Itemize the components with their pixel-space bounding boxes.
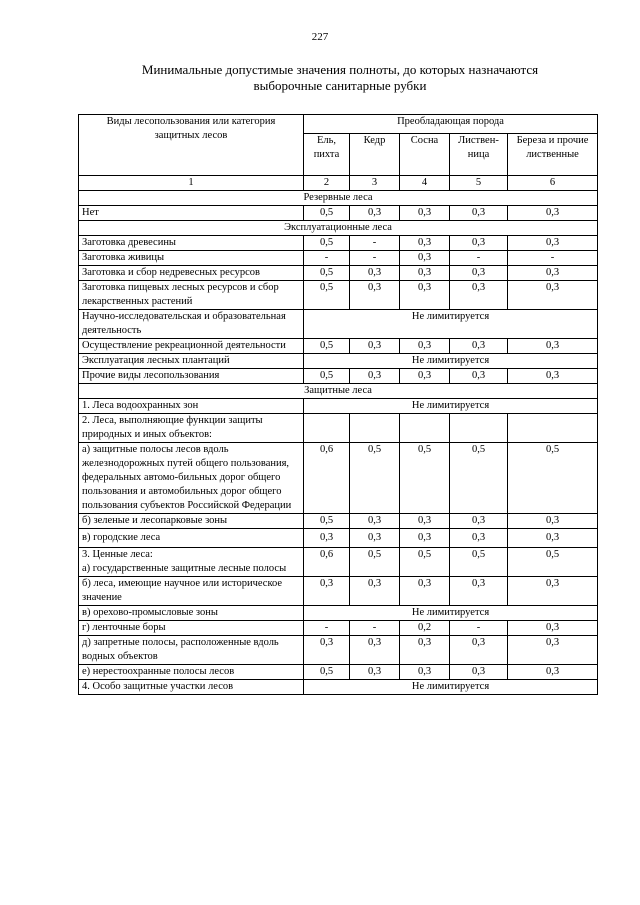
cell-value: - (450, 621, 508, 636)
row-label: Нет (79, 206, 304, 221)
table-row (79, 339, 598, 354)
row-label: Прочие виды лесопользования (79, 369, 304, 384)
row-label: Осуществление рекреационной деятельности (79, 339, 304, 354)
cell-value: 0,3 (400, 339, 450, 354)
cell-value: - (350, 621, 400, 636)
header-cedar: Кедр (350, 134, 400, 176)
section-row (79, 384, 598, 399)
document-title (60, 62, 620, 94)
row-label: 4. Особо защитные участки лесов (79, 680, 304, 695)
cell-value: 0,3 (450, 266, 508, 281)
cell-value: 0,3 (450, 665, 508, 680)
table-row (79, 514, 598, 529)
cell-value: 0,3 (304, 577, 350, 606)
row-label: д) запретные полосы, расположенные вдоль водных объектов (79, 636, 304, 665)
no-limit-cell: Не лимитируется (304, 310, 598, 339)
cell-value: 0,3 (508, 621, 598, 636)
cell-value: 0,3 (304, 636, 350, 665)
cell-value: - (350, 236, 400, 251)
header-spruce: Ель, пихта (304, 134, 350, 176)
row-label: б) леса, имеющие научное или историческое значение (79, 577, 304, 606)
header-species-group: Преобладающая порода (304, 115, 598, 134)
cell-value: 0,3 (508, 529, 598, 548)
cell-value: 0,3 (508, 636, 598, 665)
cell-value: 0,5 (450, 548, 508, 577)
cell-value: 0,3 (450, 529, 508, 548)
cell-value: 0,3 (400, 529, 450, 548)
table-row (79, 236, 598, 251)
cell-value: 0,5 (304, 339, 350, 354)
row-label: а) защитные полосы лесов вдоль железнодорожных путей общего пользования, федеральных автомо-бильных дорог общего пользования и автомобильных дорог общего пользования субъектов Российской Федерации (79, 443, 304, 514)
table-row (79, 606, 598, 621)
table-row (79, 529, 598, 548)
cell-value: 0,3 (400, 206, 450, 221)
empty-cell (304, 414, 350, 443)
table-row (79, 206, 598, 221)
cell-value: 0,3 (350, 206, 400, 221)
row-label (79, 548, 304, 577)
table-row (79, 577, 598, 606)
row-label: в) орехово-промысловые зоны (79, 606, 304, 621)
section-reserve-forests: Резервные леса (79, 191, 598, 206)
cell-value: 0,5 (508, 548, 598, 577)
row-label: Заготовка пищевых лесных ресурсов и сбор лекарственных растений (79, 281, 304, 310)
table-row (79, 665, 598, 680)
cell-value: 0,3 (508, 281, 598, 310)
cell-value: 0,3 (350, 665, 400, 680)
cell-value: 0,5 (450, 443, 508, 514)
no-limit-cell: Не лимитируется (304, 354, 598, 369)
table-row (79, 399, 598, 414)
header-pine: Сосна (400, 134, 450, 176)
cell-value: 0,3 (450, 339, 508, 354)
cell-value: 0,3 (400, 665, 450, 680)
cell-value: 0,3 (400, 266, 450, 281)
cell-value: 0,3 (508, 665, 598, 680)
row-label: Эксплуатация лесных плантаций (79, 354, 304, 369)
no-limit-cell: Не лимитируется (304, 399, 598, 414)
cell-value: 0,3 (450, 514, 508, 529)
cell-value: 0,3 (350, 636, 400, 665)
row-label: Научно-исследовательская и образовательная деятельность (79, 310, 304, 339)
cell-value: 0,3 (400, 514, 450, 529)
cell-value: 0,3 (350, 514, 400, 529)
row-label: е) нерестоохранные полосы лесов (79, 665, 304, 680)
header-birch: Береза и прочие лиственные (508, 134, 598, 176)
table-row (79, 310, 598, 339)
cell-value: - (304, 251, 350, 266)
table-row (79, 443, 598, 514)
table-row (79, 621, 598, 636)
row-label: 2. Леса, выполняющие функции защиты природных и иных объектов: (79, 414, 304, 443)
cell-value: 0,3 (508, 206, 598, 221)
row-label: 1. Леса водоохранных зон (79, 399, 304, 414)
cell-value: - (450, 251, 508, 266)
cell-value: 0,3 (350, 369, 400, 384)
cell-value: 0,3 (450, 369, 508, 384)
cell-value: 0,3 (400, 281, 450, 310)
cell-value: - (350, 251, 400, 266)
cell-value: 0,2 (400, 621, 450, 636)
table-row (79, 266, 598, 281)
header-row-1 (79, 115, 598, 134)
row-label: Заготовка и сбор недревесных ресурсов (79, 266, 304, 281)
table-row (79, 414, 598, 443)
cell-value: 0,3 (450, 636, 508, 665)
header-category: Виды лесопользования или категория защитных лесов (79, 115, 304, 176)
empty-cell (400, 414, 450, 443)
cell-value: 0,3 (400, 369, 450, 384)
row-label: Заготовка древесины (79, 236, 304, 251)
row-label: Заготовка живицы (79, 251, 304, 266)
row-label: г) ленточные боры (79, 621, 304, 636)
empty-cell (350, 414, 400, 443)
row-label-item: а) государственные защитные лесные полосы (82, 563, 287, 574)
cell-value: 0,3 (400, 251, 450, 266)
cell-value: 0,3 (450, 577, 508, 606)
section-protective-forests: Защитные леса (79, 384, 598, 399)
title-line-1: Минимальные допустимые значения полноты, до которых назначаются (141, 62, 539, 77)
cell-value: 0,3 (400, 636, 450, 665)
cell-value: 0,5 (304, 266, 350, 281)
cell-value: 0,5 (508, 443, 598, 514)
row-label-heading: 3. Ценные леса: (82, 549, 153, 560)
cell-value: 0,3 (508, 236, 598, 251)
page-number: 227 (311, 31, 329, 43)
cell-value: - (508, 251, 598, 266)
cell-value: 0,3 (350, 339, 400, 354)
column-number: 2 (304, 176, 350, 191)
row-label: б) зеленые и лесопарковые зоны (79, 514, 304, 529)
column-number: 6 (508, 176, 598, 191)
column-numbers-row (79, 176, 598, 191)
cell-value: 0,6 (304, 443, 350, 514)
column-number: 3 (350, 176, 400, 191)
table-row (79, 680, 598, 695)
section-row (79, 191, 598, 206)
table-row (79, 369, 598, 384)
section-exploitation-forests: Эксплуатационные леса (79, 221, 598, 236)
row-label: в) городские леса (79, 529, 304, 548)
cell-value: 0,5 (400, 548, 450, 577)
cell-value: 0,3 (450, 281, 508, 310)
table-row (79, 251, 598, 266)
cell-value: 0,3 (400, 236, 450, 251)
cell-value: 0,6 (304, 548, 350, 577)
cell-value: 0,5 (304, 206, 350, 221)
cell-value: 0,3 (450, 206, 508, 221)
cell-value: 0,5 (350, 548, 400, 577)
table-row (79, 281, 598, 310)
empty-cell (508, 414, 598, 443)
header-larch: Листвен-ница (450, 134, 508, 176)
table-row (79, 354, 598, 369)
cell-value: 0,3 (508, 577, 598, 606)
no-limit-cell: Не лимитируется (304, 606, 598, 621)
cell-value: 0,5 (350, 443, 400, 514)
cell-value: 0,3 (508, 514, 598, 529)
column-number: 5 (450, 176, 508, 191)
cell-value: 0,3 (350, 577, 400, 606)
cell-value: 0,3 (508, 266, 598, 281)
cell-value: 0,3 (508, 339, 598, 354)
cell-value: 0,5 (400, 443, 450, 514)
cell-value: 0,3 (350, 281, 400, 310)
cell-value: 0,3 (450, 236, 508, 251)
cell-value: - (304, 621, 350, 636)
cell-value: 0,3 (350, 266, 400, 281)
cell-value: 0,5 (304, 514, 350, 529)
empty-cell (450, 414, 508, 443)
table-row (79, 548, 598, 577)
no-limit-cell: Не лимитируется (304, 680, 598, 695)
cell-value: 0,5 (304, 236, 350, 251)
cell-value: 0,5 (304, 369, 350, 384)
title-line-2: выборочные санитарные рубки (253, 78, 427, 93)
section-row (79, 221, 598, 236)
cell-value: 0,3 (304, 529, 350, 548)
cell-value: 0,3 (350, 529, 400, 548)
cell-value: 0,3 (508, 369, 598, 384)
column-number: 4 (400, 176, 450, 191)
table-row (79, 636, 598, 665)
cell-value: 0,3 (400, 577, 450, 606)
cell-value: 0,5 (304, 281, 350, 310)
fullness-table (78, 114, 598, 695)
column-number: 1 (79, 176, 304, 191)
cell-value: 0,5 (304, 665, 350, 680)
